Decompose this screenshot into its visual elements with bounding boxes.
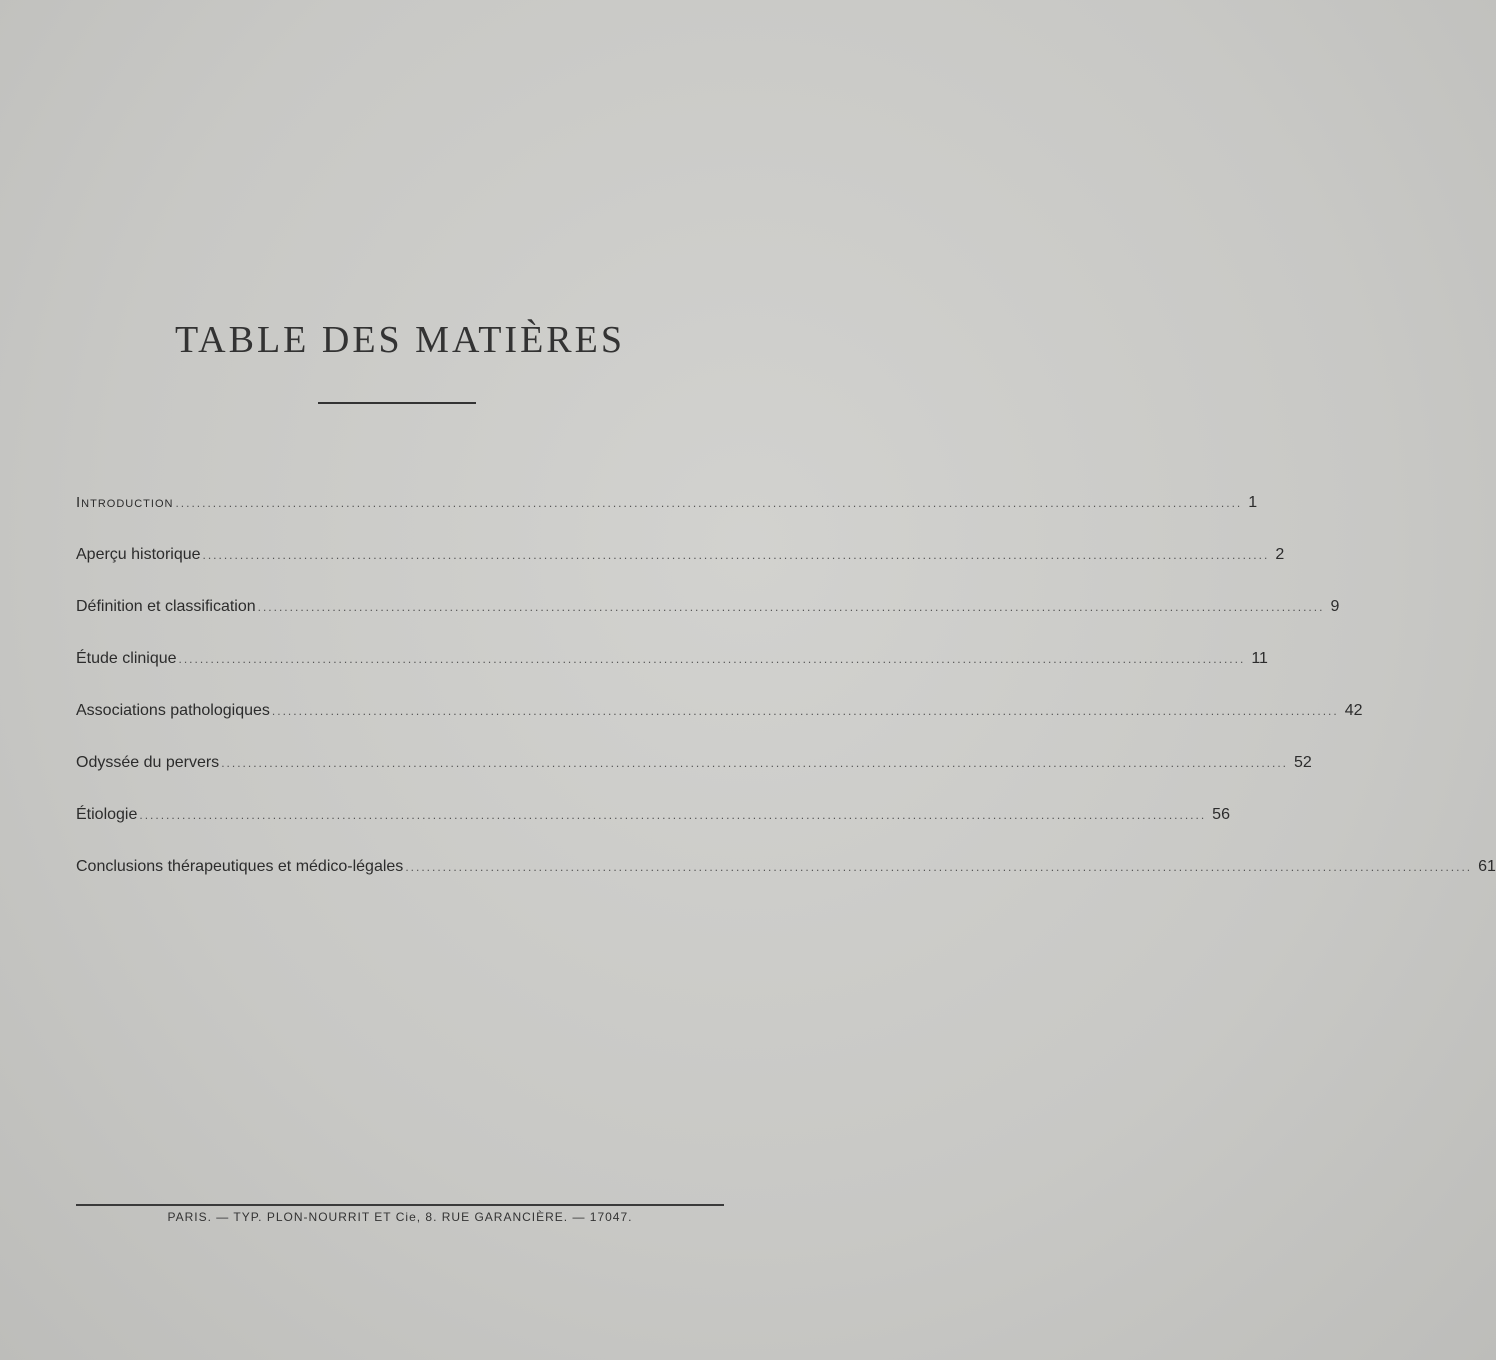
toc-entry-apercu-historique [76, 546, 1285, 598]
toc-entry-page: 1 [1248, 494, 1258, 511]
toc-entry-page: 56 [1212, 806, 1230, 823]
toc-entry-page: 11 [1251, 650, 1268, 667]
toc-entry-page: 9 [1330, 598, 1340, 615]
toc-entry-etude-clinique [76, 650, 1268, 702]
toc-entry-title: Odyssée du pervers [76, 754, 220, 771]
footer-rule [76, 1204, 724, 1206]
toc-entry-definition-classification [76, 598, 1340, 650]
toc-entry-page: 61 [1478, 858, 1496, 875]
toc-entry-title: Étiologie [76, 806, 138, 823]
toc-entry-page: 52 [1293, 754, 1312, 771]
table-of-contents [76, 494, 1496, 910]
toc-entry-page: 2 [1275, 546, 1285, 563]
toc-leader-dots: ........................................................................................................................................................................................................ [178, 652, 1246, 666]
toc-leader-dots: ........................................................................................................................................................................................................ [257, 600, 1325, 614]
toc-leader-dots: ........................................................................................................................................................................................................ [175, 496, 1243, 510]
page-title: TABLE DES MATIÈRES [175, 319, 625, 361]
toc-entry-title: Introduction [76, 494, 174, 511]
toc-leader-dots: ........................................................................................................................................................................................................ [139, 808, 1207, 822]
toc-leader-dots: ........................................................................................................................................................................................................ [405, 860, 1473, 874]
printer-imprint: PARIS. — TYP. PLON-NOURRIT ET Cie, 8. RUE GARANCIÈRE. — 17047. [167, 1210, 633, 1224]
toc-entry-etiologie [76, 806, 1230, 858]
toc-leader-dots: ........................................................................................................................................................................................................ [202, 548, 1270, 562]
toc-entry-conclusions [76, 858, 1496, 910]
toc-entry-title: Conclusions thérapeutiques et médico-légales [76, 858, 404, 875]
toc-entry-associations-pathologiques [76, 702, 1363, 754]
toc-entry-title: Définition et classification [76, 598, 256, 615]
toc-entry-odyssee-du-pervers [76, 754, 1312, 806]
toc-entry-page: 42 [1344, 702, 1363, 719]
toc-entry-introduction [76, 494, 1258, 546]
toc-leader-dots: ........................................................................................................................................................................................................ [271, 704, 1339, 718]
toc-entry-title: Associations pathologiques [76, 702, 270, 719]
toc-entry-title: Aperçu historique [76, 546, 201, 563]
toc-leader-dots: ........................................................................................................................................................................................................ [221, 756, 1288, 770]
title-rule [318, 402, 476, 404]
toc-entry-title: Étude clinique [76, 650, 177, 667]
